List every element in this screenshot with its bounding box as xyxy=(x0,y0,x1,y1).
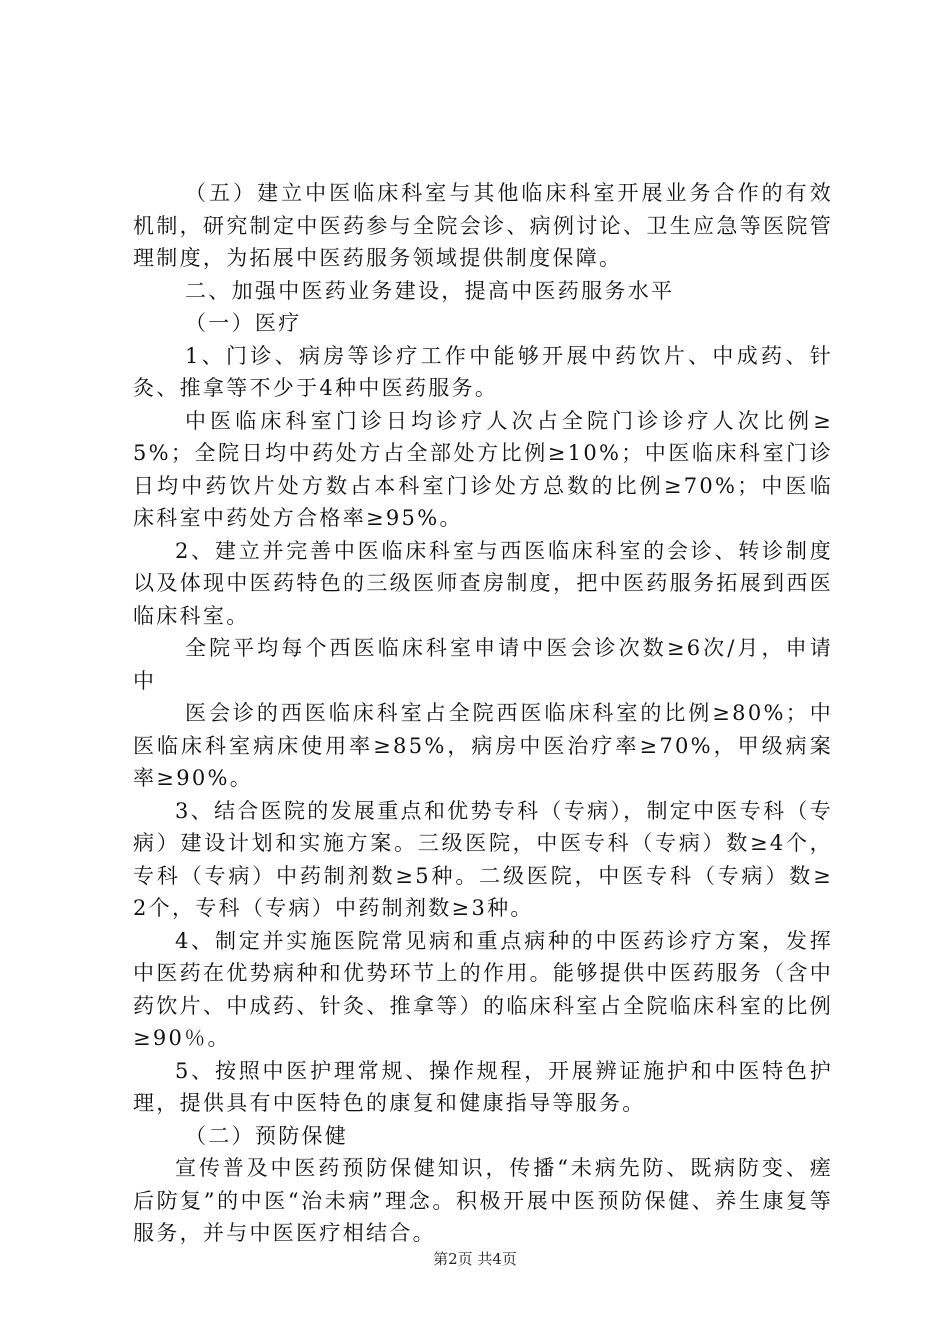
paragraph-item-2-metrics-a: 全院平均每个西医临床科室申请中医会诊次数≥6次/月，申请中 xyxy=(133,636,833,693)
paragraph-item-5: 5、按照中医护理常规、操作规程，开展辨证施护和中医特色护理，提供具有中医特色的康复和健康指导等服务。 xyxy=(133,1058,833,1115)
paragraph-section-5: （五）建立中医临床科室与其他临床科室开展业务合作的有效机制，研究制定中医药参与全院会诊、病例讨论、卫生应急等医院管理制度，为拓展中医药服务领域提供制度保障。 xyxy=(133,181,833,270)
heading-medical: （一）医疗 xyxy=(185,311,302,335)
paragraph-item-1-metrics: 中医临床科室门诊日均诊疗人次占全院门诊诊疗人次比例≥5%；全院日均中药处方占全部处方比例≥10%；中医临床科室门诊日均中药饮片处方数占本科室门诊处方总数的比例≥70%；中医临床科室中药处方合格率≥95%。 xyxy=(133,408,833,530)
paragraph-item-1: 1、门诊、病房等诊疗工作中能够开展中药饮片、中成药、针灸、推拿等不少于4种中医药服务。 xyxy=(133,343,833,400)
page-footer: 第2页 共4页 xyxy=(433,1250,517,1268)
paragraph-item-3: 3、结合医院的发展重点和优势专科（专病），制定中医专科（专病）建设计划和实施方案。三级医院，中医专科（专病）数≥4个，专科（专病）中药制剂数≥5种。二级医院，中医专科（专病）数≥2个，专科（专病）中药制剂数≥3种。 xyxy=(133,798,833,920)
paragraph-item-2-metrics-b: 医会诊的西医临床科室占全院西医临床科室的比例≥80%；中医临床科室病床使用率≥85%，病房中医治疗率≥70%，甲级病案率≥90%。 xyxy=(133,701,833,790)
heading-prevention: （二）预防保健 xyxy=(185,1123,349,1148)
paragraph-prevention: 宣传普及中医药预防保健知识，传播“未病先防、既病防变、瘥后防复”的中医“治未病”理念。积极开展中医预防保健、养生康复等服务，并与中医医疗相结合。 xyxy=(133,1156,833,1245)
heading-section-2: 二、加强中医药业务建设，提高中医药服务水平 xyxy=(185,278,675,303)
paragraph-item-4: 4、制定并实施医院常见病和重点病种的中医药诊疗方案，发挥中医药在优势病种和优势环节上的作用。能够提供中医药服务（含中药饮片、中成药、针灸、推拿等）的临床科室占全院临床科室的比例≥90％。 xyxy=(133,928,833,1050)
document-body xyxy=(133,177,833,1250)
paragraph-item-2: 2、建立并完善中医临床科室与西医临床科室的会诊、转诊制度以及体现中医药特色的三级医师查房制度，把中医药服务拓展到西医临床科室。 xyxy=(133,538,833,628)
